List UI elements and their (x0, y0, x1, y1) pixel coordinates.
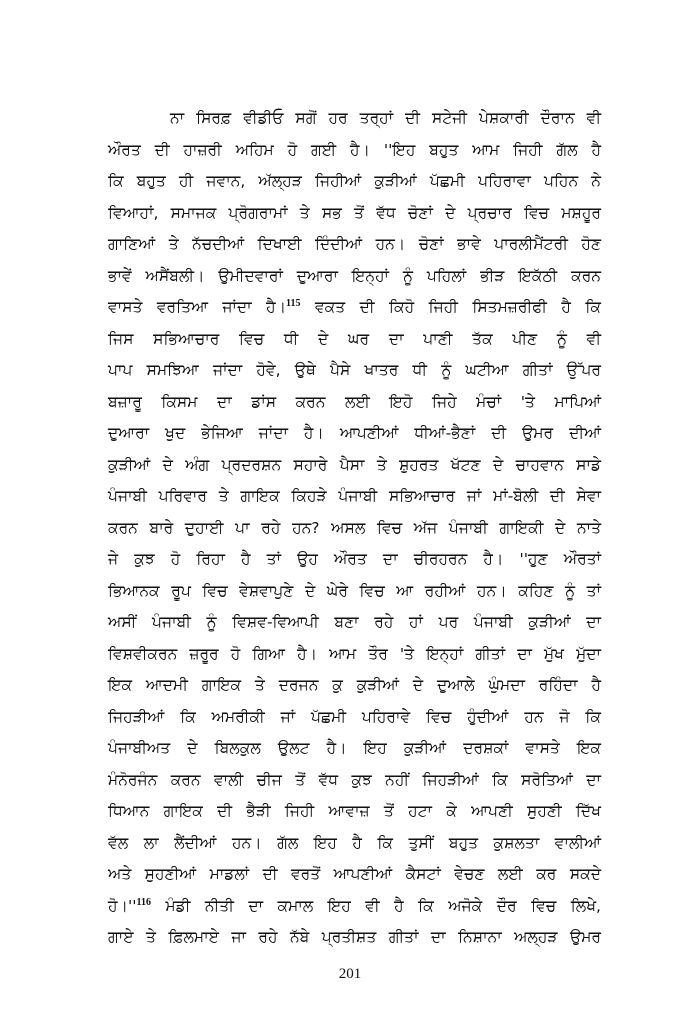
text-line: ਦੁਆਰਾ ਖੁਦ ਭੇਜਿਆ ਜਾਂਦਾ ਹੈ। ਆਪਣੀਆਂ ਧੀਆਂ-ਭੈਣਾਂ ਦੀ ਉਮਰ ਦੀਆਂ (108, 424, 601, 442)
text-line: ਧਿਆਨ ਗਾਇਕ ਦੀ ਭੈੜੀ ਜਿਹੀ ਆਵਾਜ਼ ਤੋਂ ਹਟਾ ਕੇ ਆਪਣੀ ਸੁਹਣੀ ਦਿੱਖ (108, 802, 601, 820)
text-line: ਗਾਣਿਆਂ ਤੇ ਨੱਚਦੀਆਂ ਦਿਖਾਈ ਦਿੰਦੀਆਂ ਹਨ। ਚੋਣਾਂ ਭਾਵੇ ਪਾਰਲੀਮੈਂਟਰੀ ਹੋਣ (108, 235, 601, 253)
text-line: ਪੰਜਾਬੀ ਪਰਿਵਾਰ ਤੇ ਗਾਇਕ ਕਿਹੜੇ ਪੰਜਾਬੀ ਸਭਿਆਚਾਰ ਜਾਂ ਮਾਂ-ਬੋਲੀ ਦੀ ਸੇਵਾ (108, 487, 601, 505)
text-line: ਕਿ ਬਹੁਤ ਹੀ ਜਵਾਨ, ਅੱਲ੍ਹੜ ਜਿਹੀਆਂ ਕੁੜੀਆਂ ਪੱਛਮੀ ਪਹਿਰਾਵਾ ਪਹਿਨ ਨੇ (108, 172, 601, 190)
text-line (108, 891, 601, 923)
page-number: 201 (338, 965, 362, 982)
text-line: ਭਿਆਨਕ ਰੂਪ ਵਿਚ ਵੇਸ਼ਵਾਪੁਣੇ ਦੇ ਘੇਰੇ ਵਿਚ ਆ ਰਹੀਆਂ ਹਨ। ਕਹਿਣ ਨੂੰ ਤਾਂ (108, 581, 601, 600)
text-segment: ਵਾਸਤੇ ਵਰਤਿਆ ਜਾਂਦਾ ਹੈ। (108, 298, 287, 316)
text-line: ਮੰਨੋਰਜੰਨ ਕਰਨ ਵਾਲੀ ਚੀਜ ਤੋਂ ਵੱਧ ਕੁਝ ਨਹੀਂ ਜਿਹੜੀਆਂ ਕਿ ਸਰੋਤਿਆਂ ਦਾ (108, 770, 601, 789)
footnote-ref-115: 115 (286, 297, 301, 309)
text-line: ਨਾ ਸਿਰਫ਼ ਵੀਡੀਓ ਸਗੋਂ ਹਰ ਤਰ੍ਹਾਂ ਦੀ ਸਟੇਜੀ ਪੇਸ਼ਕਾਰੀ ਦੌਰਾਨ ਵੀ (170, 109, 601, 127)
text-line: ਕਰਨ ਬਾਰੇ ਦੁਹਾਈ ਪਾ ਰਹੇ ਹਨ? ਅਸਲ ਵਿਚ ਅੱਜ ਪੰਜਾਬੀ ਗਾਇਕੀ ਦੇ ਨਾਤੇ (108, 518, 601, 537)
text-line: ਵਿਆਹਾਂ, ਸਮਾਜਕ ਪ੍ਰੋਗਰਾਮਾਂ ਤੇ ਸਭ ਤੋਂ ਵੱਧ ਚੋਣਾਂ ਦੇ ਪ੍ਰਚਾਰ ਵਿਚ ਮਸ਼ਹੂਰ (108, 203, 601, 222)
text-segment: ਵਕਤ ਦੀ ਕਿਹੋ ਜਿਹੀ ਸਿਤਮਜ਼ਰੀਫੀ ਹੈ ਕਿ (314, 298, 601, 316)
text-line: ਅਤੇ ਸੁਹਣੀਆਂ ਮਾਡਲਾਂ ਦੀ ਵਰਤੋਂ ਆਪਣੀਆਂ ਕੈਸਟਾਂ ਵੇਚਣ ਲਈ ਕਰ ਸਕਦੇ (108, 865, 601, 883)
text-segment: ਮੰਡੀ ਨੀਤੀ ਦਾ ਕਮਾਲ ਇਹ ਵੀ ਹੈ ਕਿ ਅਜੋਕੇ ਦੌਰ ਵਿਚ ਲਿਖੇ, (165, 896, 601, 915)
text-line: ਪੰਜਾਬੀਅਤ ਦੇ ਬਿਲਕੁਲ ਉਲਟ ਹੈ। ਇਹ ਕੁੜੀਆਂ ਦਰਸ਼ਕਾਂ ਵਾਸਤੇ ਇਕ (108, 739, 601, 757)
text-line: ਜਿਸ ਸਭਿਆਚਾਰ ਵਿਚ ਧੀ ਦੇ ਘਰ ਦਾ ਪਾਣੀ ਤੱਕ ਪੀਣ ਨੂੰ ਵੀ (108, 329, 601, 348)
footnote-ref-116: 116 (136, 896, 151, 908)
text-line: ਗਾਏ ਤੇ ਫ਼ਿਲਮਾਏ ਜਾ ਰਹੇ ਨੱਬੇ ਪ੍ਰਤੀਸ਼ਤ ਗੀਤਾਂ ਦਾ ਨਿਸ਼ਾਨਾ ਅਲ੍ਹੜ ਉਮਰ (108, 928, 601, 946)
text-line: ਵਿਸ਼ਵੀਕਰਨ ਜ਼ਰੂਰ ਹੋ ਗਿਆ ਹੈ। ਆਮ ਤੌਰ 'ਤੇ ਇਨ੍ਹਾਂ ਗੀਤਾਂ ਦਾ ਮੁੱਖ ਮੁੱਦਾ (108, 644, 601, 663)
text-line: ਜਿਹੜੀਆਂ ਕਿ ਅਮਰੀਕੀ ਜਾਂ ਪੱਛਮੀ ਪਹਿਰਾਵੇ ਵਿਚ ਹੁੰਦੀਆਂ ਹਨ ਜੋ ਕਿ (108, 707, 601, 726)
text-line: ਔਰਤ ਦੀ ਹਾਜ਼ਰੀ ਅਹਿਮ ਹੋ ਗਈ ਹੈ। ''ਇਹ ਬਹੁਤ ਆਮ ਜਿਹੀ ਗੱਲ ਹੈ (108, 140, 601, 159)
body-text (108, 0, 601, 954)
text-segment: ਹੋ।'' (108, 896, 137, 915)
text-line: ਬਜ਼ਾਰੂ ਕਿਸਮ ਦਾ ਡਾਂਸ ਕਰਨ ਲਈ ਇਹੋ ਜਿਹੇ ਮੰਚਾਂ 'ਤੇ ਮਾਪਿਆਂ (108, 392, 601, 411)
text-line: ਅਸੀਂ ਪੰਜਾਬੀ ਨੂੰ ਵਿਸ਼ਵ-ਵਿਆਪੀ ਬਣਾ ਰਹੇ ਹਾਂ ਪਰ ਪੰਜਾਬੀ ਕੁੜੀਆਂ ਦਾ (108, 613, 601, 631)
text-line: ਜੇ ਕੁਝ ਹੋ ਰਿਹਾ ਹੈ ਤਾਂ ਉਹ ਔਰਤ ਦਾ ਚੀਰਹਰਨ ਹੈ। ''ਹੁਣ ਔਰਤਾਂ (108, 550, 601, 568)
text-line: ਵੱਲ ਲਾ ਲੈਂਦੀਆਂ ਹਨ। ਗੱਲ ਇਹ ਹੈ ਕਿ ਤੁਸੀਂ ਬਹੁਤ ਕੁਸ਼ਲਤਾ ਵਾਲੀਆਂ (108, 833, 601, 852)
text-line: ਪਾਪ ਸਮਝਿਆ ਜਾਂਦਾ ਹੋਵੇ, ਉਥੇ ਪੈਸੇ ਖਾਤਰ ਧੀ ਨੂੰ ਘਟੀਆ ਗੀਤਾਂ ਉੱਪਰ (108, 361, 601, 379)
text-line (108, 292, 601, 324)
text-line: ਭਾਵੇਂ ਅਸੈਂਬਲੀ। ਉਮੀਦਵਾਰਾਂ ਦੁਆਰਾ ਇਨ੍ਹਾਂ ਨੂੰ ਪਹਿਲਾਂ ਭੀੜ ਇਕੱਠੀ ਕਰਨ (108, 266, 601, 285)
text-line: ਕੁੜੀਆਂ ਦੇ ਅੰਗ ਪ੍ਰਦਰਸ਼ਨ ਸਹਾਰੇ ਪੈਸਾ ਤੇ ਸ਼ੁਹਰਤ ਖੱਟਣ ਦੇ ਚਾਹਵਾਨ ਸਾਡੇ (108, 455, 601, 474)
text-line: ਇਕ ਆਦਮੀ ਗਾਇਕ ਤੇ ਦਰਜਨ ਕੁ ਕੁੜੀਆਂ ਦੇ ਦੁਆਲੇ ਘੁੰਮਦਾ ਰਹਿੰਦਾ ਹੈ (108, 676, 601, 694)
